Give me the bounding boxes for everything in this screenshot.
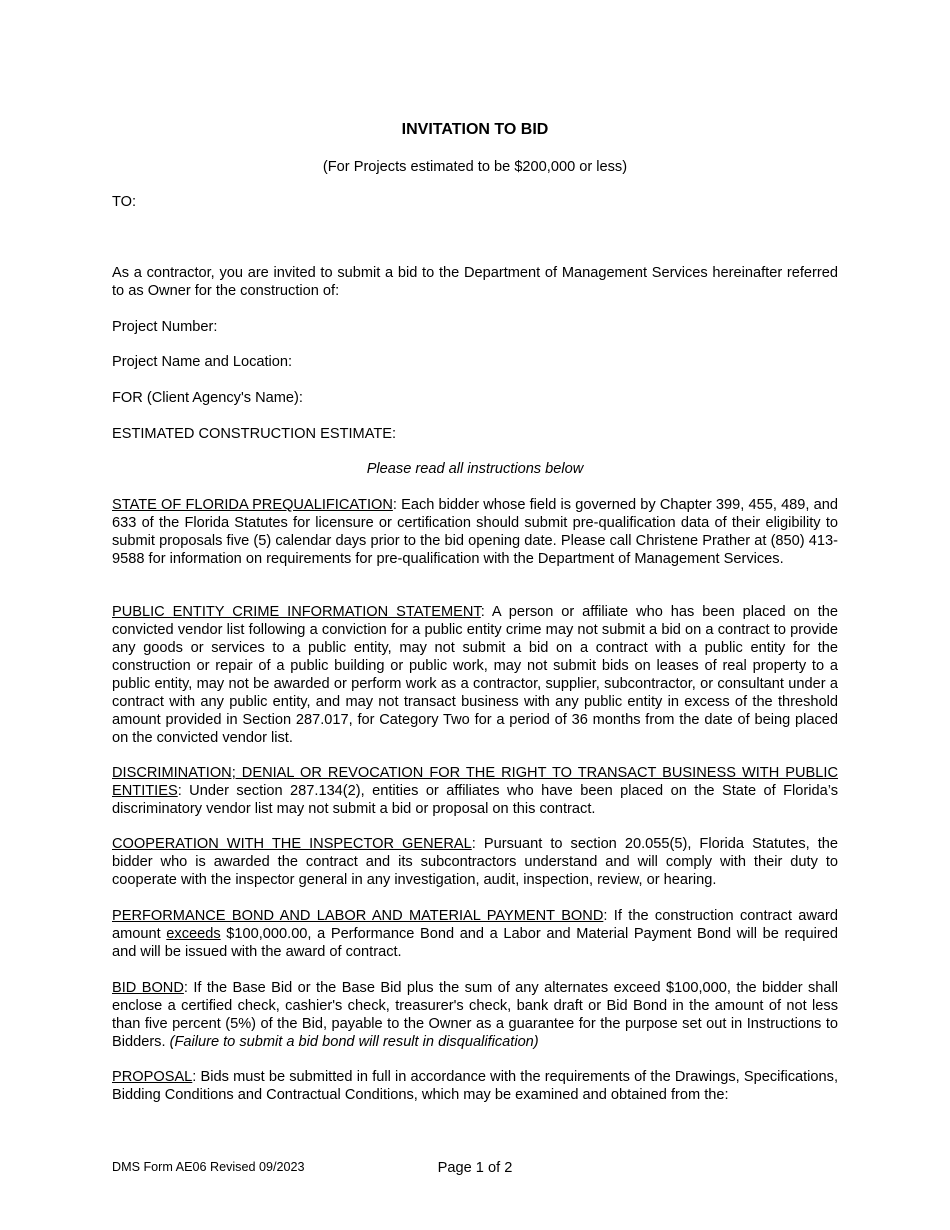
instructions-note: Please read all instructions below <box>366 461 584 477</box>
performance-bond-body-b: $100,000.00, a Performance Bond and a Labor and Material Payment Bond will be required and will be issued with the award of contract. <box>112 926 838 960</box>
prequalification-section <box>112 496 838 568</box>
form-identifier: DMS Form AE06 Revised 09/2023 <box>112 1160 305 1174</box>
intro-paragraph: As a contractor, you are invited to submit a bid to the Department of Management Services hereinafter referred to as Owner for the construction of: <box>112 265 838 299</box>
performance-bond-exceeds: exceeds <box>166 926 221 942</box>
crime-statement-heading: PUBLIC ENTITY CRIME INFORMATION STATEMENT <box>112 604 481 620</box>
discrimination-heading: DISCRIMINATION; DENIAL OR REVOCATION FOR THE RIGHT TO TRANSACT BUSINESS WITH PUBLIC ENTITIES <box>112 765 838 799</box>
crime-statement-section <box>112 603 838 747</box>
discrimination-section <box>112 764 838 818</box>
project-number-label: Project Number: <box>112 319 218 335</box>
client-agency-label: FOR (Client Agency's Name): <box>112 390 303 406</box>
bid-bond-body: : If the Base Bid or the Base Bid plus the sum of any alternates exceed $100,000, the bidder shall enclose a certified check, cashier's check, treasurer's check, bank draft or Bid Bond in the amount of not less than five percent (5%) of the Bid, payable to the Owner as a guarantee for the purpose set out in Instructions to Bidders. <box>112 980 838 1050</box>
crime-statement-body: : A person or affiliate who has been placed on the convicted vendor list following a conviction for a public entity crime may not submit a bid on a contract to provide any goods or services to a public entity, may not submit a bid on a contract with a public entity for the construction or repair of a public building or public work, may not submit bids on leases of real property to a public entity, may not be awarded or perform work as a contractor, supplier, subcontractor, or consultant under a contract with any public entity, and may not transact business with any public entity in excess of the threshold amount provided in Section 287.017, for Category Two for a period of 36 months from the date of being placed on the convicted vendor list. <box>112 604 838 746</box>
proposal-section <box>112 1068 838 1104</box>
to-label: TO: <box>112 194 137 210</box>
project-name-label: Project Name and Location: <box>112 354 293 370</box>
page-subtitle: (For Projects estimated to be $200,000 or less) <box>322 159 628 175</box>
page-title: INVITATION TO BID <box>401 121 549 138</box>
proposal-body: : Bids must be submitted in full in accordance with the requirements of the Drawings, Specifications, Bidding Conditions and Contractual Conditions, which may be examined and obtained from the: <box>112 1069 838 1103</box>
inspector-general-heading: COOPERATION WITH THE INSPECTOR GENERAL <box>112 836 472 852</box>
bid-bond-note: (Failure to submit a bid bond will result in disqualification) <box>169 1034 539 1050</box>
performance-bond-section <box>112 907 838 961</box>
inspector-general-section <box>112 835 838 889</box>
inspector-general-body: : Pursuant to section 20.055(5), Florida Statutes, the bidder who is awarded the contract and its subcontractors understand and will comply with their duty to cooperate with the inspector general in any investigation, audit, inspection, review, or hearing. <box>112 836 839 888</box>
prequalification-body: : Each bidder whose field is governed by Chapter 399, 455, 489, and 633 of the Florida Statutes for licensure or certification should submit pre-qualification data of their eligibility to submit proposals five (5) calendar days prior to the bid opening date. Please call Christene Prather at (850) 413-9588 for information on requirements for pre-qualification with the Department of Management Services. <box>112 497 838 567</box>
bid-bond-heading: BID BOND <box>112 980 184 996</box>
discrimination-body: : Under section 287.134(2), entities or affiliates who have been placed on the State of Florida’s discriminatory vendor list may not submit a bid or proposal on this contract. <box>112 783 838 817</box>
performance-bond-heading: PERFORMANCE BOND AND LABOR AND MATERIAL PAYMENT BOND <box>112 908 604 924</box>
page-number: Page 1 of 2 <box>437 1160 513 1176</box>
estimate-label: ESTIMATED CONSTRUCTION ESTIMATE: <box>112 426 397 442</box>
prequalification-heading: STATE OF FLORIDA PREQUALIFICATION <box>112 497 393 513</box>
bid-bond-section <box>112 979 838 1051</box>
proposal-heading: PROPOSAL <box>112 1069 193 1085</box>
performance-bond-body-a: : If the construction contract award amount <box>112 908 838 942</box>
